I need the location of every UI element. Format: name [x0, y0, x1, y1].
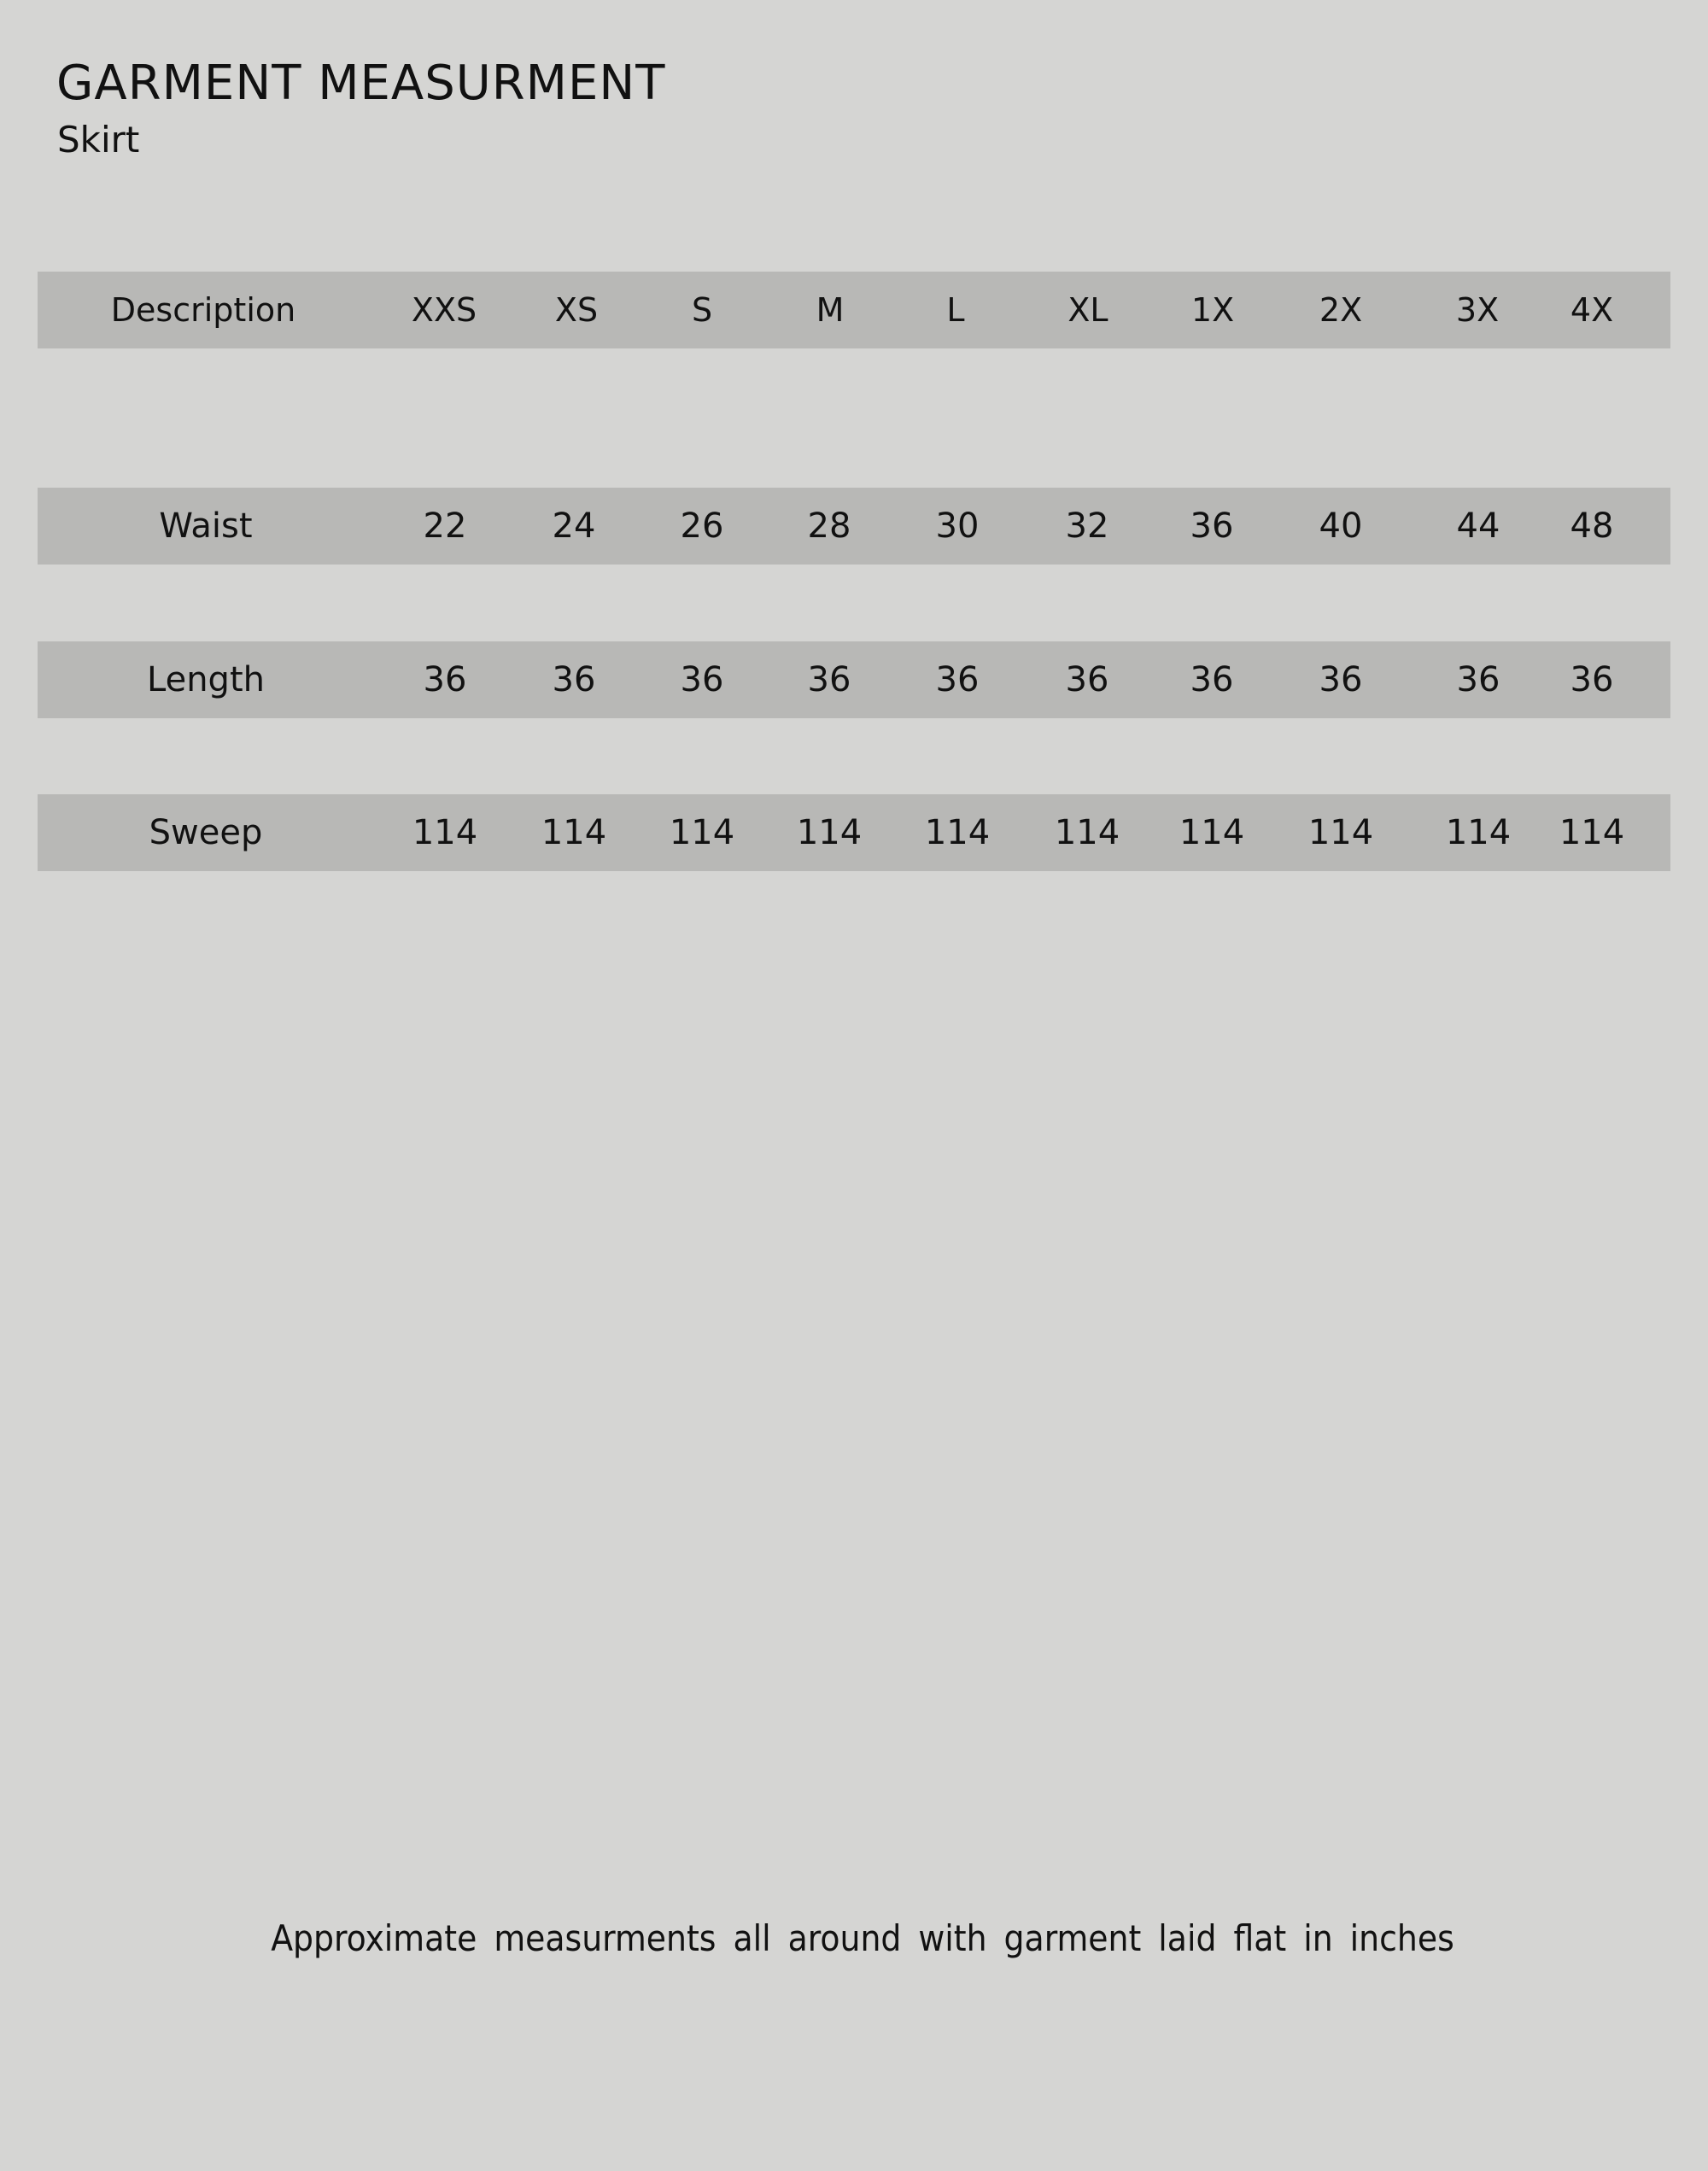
header-cell-m: M — [816, 291, 845, 329]
table-cell: 36 — [1190, 506, 1234, 546]
table-cell: 36 — [1570, 660, 1614, 699]
page-subtitle: Skirt — [57, 119, 140, 161]
table-cell: 32 — [1065, 506, 1109, 546]
page-title: GARMENT MEASURMENT — [56, 56, 666, 111]
table-cell: 36 — [1319, 660, 1363, 699]
table-cell: 36 — [935, 660, 980, 699]
table-cell: 114 — [796, 813, 863, 852]
table-cell: 114 — [1445, 813, 1512, 852]
table-row-waist — [38, 488, 1670, 565]
table-cell: 40 — [1319, 506, 1363, 546]
table-cell: 48 — [1570, 506, 1614, 546]
row-label-waist: Waist — [159, 506, 253, 546]
table-row-length — [38, 641, 1670, 718]
table-cell: 36 — [423, 660, 467, 699]
header-cell-xs: XS — [554, 291, 599, 329]
table-cell: 114 — [669, 813, 735, 852]
table-cell: 24 — [552, 506, 596, 546]
header-cell-s: S — [691, 291, 713, 329]
header-cell-l: L — [946, 291, 965, 329]
table-cell: 26 — [680, 506, 724, 546]
table-cell: 114 — [1179, 813, 1245, 852]
header-cell-4x: 4X — [1570, 291, 1614, 329]
table-cell: 114 — [412, 813, 478, 852]
table-cell: 22 — [423, 506, 467, 546]
table-cell: 30 — [935, 506, 980, 546]
header-cell-1x: 1X — [1190, 291, 1235, 329]
table-cell: 28 — [807, 506, 851, 546]
table-cell: 114 — [1307, 813, 1374, 852]
header-cell-2x: 2X — [1319, 291, 1363, 329]
header-cell-description: Description — [110, 291, 296, 329]
row-label-length: Length — [147, 660, 265, 699]
table-row-sweep — [38, 794, 1670, 871]
table-cell: 114 — [1054, 813, 1120, 852]
row-label-sweep: Sweep — [149, 813, 263, 852]
header-cell-3x: 3X — [1455, 291, 1500, 329]
measurement-note: Approximate measurments all around with garment laid flat in inches — [271, 1917, 1454, 1959]
header-cell-xxs: XXS — [411, 291, 477, 329]
table-cell: 114 — [1559, 813, 1625, 852]
table-cell: 36 — [552, 660, 596, 699]
table-header-row — [38, 272, 1670, 348]
table-cell: 36 — [1456, 660, 1500, 699]
table-cell: 36 — [1190, 660, 1234, 699]
header-cell-xl: XL — [1068, 291, 1108, 329]
table-cell: 114 — [541, 813, 607, 852]
table-cell: 44 — [1456, 506, 1500, 546]
table-cell: 36 — [1065, 660, 1109, 699]
table-cell: 36 — [680, 660, 724, 699]
table-cell: 36 — [807, 660, 851, 699]
table-cell: 114 — [924, 813, 991, 852]
